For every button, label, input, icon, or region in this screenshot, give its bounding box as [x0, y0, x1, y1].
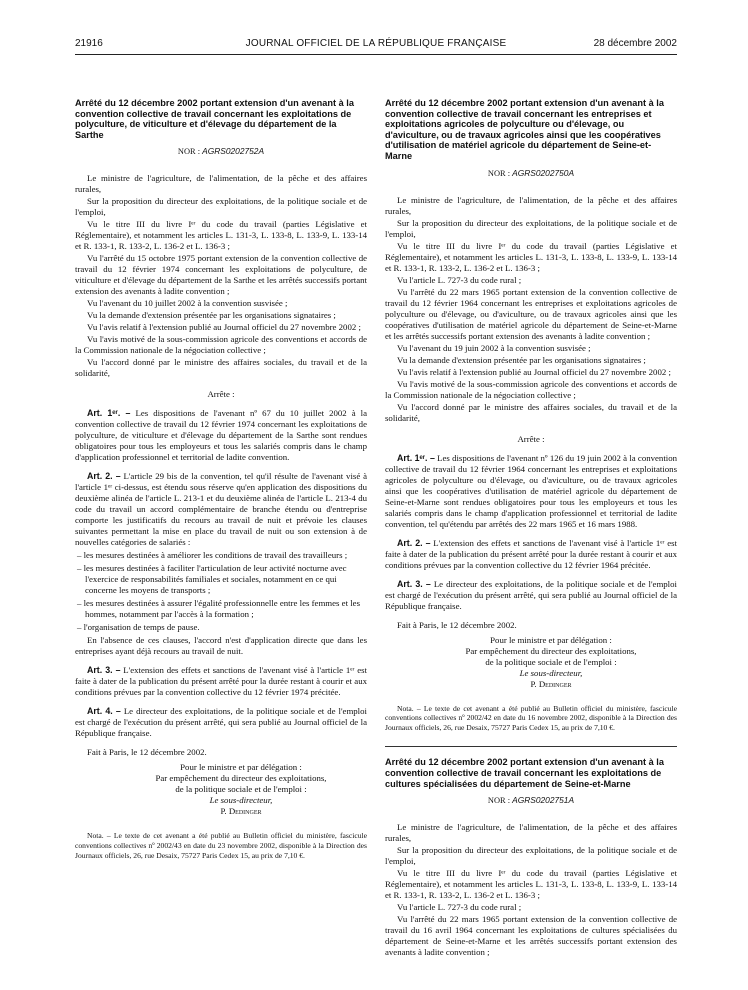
article-text: L'extension des effets et sanctions de l'avenant visé à l'article 1ᵉʳ est faite à dater de la publication du présent arrêté pour la durée restant à courir et aux conditions prévues par la convention collective du 12 février 1974 précitée. [75, 665, 367, 698]
signature-place-date: Fait à Paris, le 12 décembre 2002. [87, 747, 207, 758]
arrete-heading: Arrête : [517, 433, 545, 444]
article-text: L'extension des effets et sanctions de l'avenant visé à l'article 1ᵉʳ est faite à dater de la publication du présent arrêté pour la durée restant à courir et aux conditions prévues par la convention collective du 12 février 1964 précitée. [385, 537, 677, 570]
signature-line: Par empêchement du directeur des exploitations, [155, 773, 327, 784]
article-3 [385, 579, 677, 612]
visa-paragraph: Sur la proposition du directeur des exploitations, de la politique sociale et de l'emploi, [75, 196, 367, 218]
article-2-end: En l'absence de ces clauses, l'accord n'est d'application directe que dans les entreprises ayant déjà recours au travail de nuit. [75, 635, 367, 657]
article-text: Les dispositions de l'avenant nº 67 du 10 juillet 2002 à la convention collective de travail du 12 février 1974 concernant les exploitations de polyculture, de viticulture et d'élevage du département de la Sarthe sont rendues obligatoires pour tous les employeurs et tous les salariés compris dans le champ d'application professionnel et territorial de ladite convention. [75, 408, 367, 463]
article-2 [385, 538, 677, 571]
visa-paragraph: Le ministre de l'agriculture, de l'alimentation, de la pêche et des affaires rurales, [385, 822, 677, 844]
journal-title: JOURNAL OFFICIEL DE LA RÉPUBLIQUE FRANÇAISE [245, 38, 507, 49]
article-label: Art. 3. – [397, 578, 431, 589]
article-4 [75, 706, 367, 739]
visa-paragraph: Vu l'article L. 727-3 du code rural ; [397, 274, 522, 285]
list-item: – les mesures destinées à faciliter l'articulation de leur activité nocturne avec l'exercice de responsabilités familiales et sociales, notamment en ce qui concerne les moyens de transports ; [77, 563, 347, 596]
visa-paragraph: Vu l'accord donné par le ministre des affaires sociales, du travail et de la solidarité, [385, 401, 677, 423]
nor-label: NOR : [487, 168, 511, 178]
decree-title: Arrêté du 12 décembre 2002 portant extension d'un avenant à la convention collective de travail concernant les entreprises et exploitations agricoles de polyculture ou d'élevage, ou d'aviculture, ou de travaux agricoles ainsi que les coopératives d'utilisation de matériel agricole du département de Seine-et-Marne [385, 98, 664, 161]
article-label: Art. 2. – [397, 537, 431, 548]
nota-footnote: Nota. – Le texte de cet avenant a été publié au Bulletin officiel du ministère, fascicule conventions collectives nº 2002/43 en date du 23 novembre 2002, disponible à la Direction des Journaux officiels, 26, rue Desaix, 75727 Paris Cedex 15, au prix de 7,10 €. [75, 831, 367, 860]
decree-title: Arrêté du 12 décembre 2002 portant extension d'un avenant à la convention collective de travail concernant les exploitations de polyculture, de viticulture et d'élevage du département de la Sarthe [75, 98, 354, 140]
article-label: Art. 1ᵉʳ. – [397, 452, 435, 463]
visa-paragraph: Vu l'arrêté du 22 mars 1965 portant extension de la convention collective de travail du 16 avril 1964 concernant les exploitations de cultures spécialisées du département de Seine-et-Marne et les arrêtés successifs portant extension des avenants à ladite convention ; [385, 914, 677, 958]
signature-line: Par empêchement du directeur des exploitations, [465, 645, 637, 656]
list-item: – les mesures destinées à assurer l'égalité professionnelle entre les femmes et les hommes, notamment par l'accès à la formation ; [77, 598, 360, 620]
signature-place-date: Fait à Paris, le 12 décembre 2002. [397, 619, 517, 630]
visa-paragraph: Vu l'avenant du 19 juin 2002 à la convention susvisée ; [397, 342, 591, 353]
article-label: Art. 3. – [87, 665, 121, 676]
article-1 [75, 408, 367, 463]
decree-title: Arrêté du 12 décembre 2002 portant extension d'un avenant à la convention collective de travail concernant les exploitations de cultures spécialisées du département de Seine-et-Marne [385, 757, 664, 789]
section-separator [385, 746, 677, 747]
visa-paragraph: Sur la proposition du directeur des exploitations, de la politique sociale et de l'emploi, [385, 217, 677, 239]
visa-paragraph: Vu la demande d'extension présentée par les organisations signataires ; [397, 354, 646, 365]
visa-paragraph: Vu le titre III du livre Iᵉʳ du code du travail (parties Législative et Réglementaire), et notamment les articles L. 131-3, L. 133-8, L. 133-9, L. 133-14 et R. 133-1, R. 133-2, L. 136-2 et L. 136-3 ; [385, 868, 677, 901]
issue-date: 28 décembre 2002 [593, 38, 677, 49]
nor-code: AGRS0202750A [512, 167, 575, 178]
page-number: 21916 [75, 38, 103, 49]
nor-label: NOR : [177, 147, 201, 157]
article-label: Art. 2. – [87, 471, 121, 482]
list-item: – l'organisation de temps de pause. [77, 622, 200, 633]
nor-code: AGRS0202751A [512, 795, 575, 806]
nor-reference [385, 795, 677, 806]
visa-paragraph: Vu le titre III du livre Iᵉʳ du code du travail (parties Législative et Réglementaire), et notamment les articles L. 131-3, L. 133-8, L. 133-9, L. 133-14 et R. 133-1, R. 133-2, L. 136-2 et L. 136-3 ; [75, 219, 367, 252]
visa-paragraph: Vu l'avis motivé de la sous-commission agricole des conventions et accords de la Commission nationale de la négociation collective ; [385, 378, 677, 400]
signature-line: de la politique sociale et de l'emploi : [485, 656, 617, 667]
article-label: Art. 1ᵉʳ. – [87, 408, 131, 419]
nor-label: NOR : [487, 796, 511, 806]
article-2 [75, 471, 367, 548]
signatory-title: Le sous-directeur, [209, 795, 273, 806]
signature-line: Pour le ministre et par délégation : [490, 634, 612, 645]
visa-paragraph: Vu l'arrêté du 15 octobre 1975 portant extension de la convention collective de travail du 12 février 1974 concernant les exploitations de polyculture, de viticulture et d'élevage du département de la Sarthe et les arrêtés successifs portant extension des avenants à ladite convention ; [75, 253, 367, 297]
nor-code: AGRS0202752A [202, 146, 265, 157]
right-column [385, 98, 677, 959]
visa-paragraph: Sur la proposition du directeur des exploitations, de la politique sociale et de l'emploi, [385, 845, 677, 867]
visa-paragraph: Vu l'accord donné par le ministre des affaires sociales, du travail et de la solidarité, [75, 357, 367, 379]
article-text: Le directeur des exploitations, de la politique sociale et de l'emploi est chargé de l'exécution du présent arrêté, qui sera publié au Journal officiel de la République française. [385, 578, 677, 611]
signatory-name: P. Dedinger [530, 678, 572, 689]
nota-footnote: Nota. – Le texte de cet avenant a été publié au Bulletin officiel du ministère, fascicule conventions collectives nº 2002/42 en date du 16 novembre 2002, disponible à la Direction des Journaux officiels, 26, rue Desaix, 75727 Paris Cedex 15, au prix de 7,10 €. [385, 703, 677, 732]
left-column [75, 98, 367, 860]
nor-reference [75, 146, 367, 157]
visa-paragraph: Le ministre de l'agriculture, de l'alimentation, de la pêche et des affaires rurales, [385, 194, 677, 216]
article-3 [75, 665, 367, 698]
article-text: Le directeur des exploitations, de la politique sociale et de l'emploi est chargé de l'exécution du présent arrêté, qui sera publié au Journal officiel de la République française. [75, 706, 367, 739]
signatory-name: P. Dedinger [220, 806, 262, 817]
visa-paragraph: Vu le titre III du livre Iᵉʳ du code du travail (parties Législative et Réglementaire), et notamment les articles L. 131-3, L. 133-8, L. 133-9, L. 133-14 et R. 133-1, R. 133-2, L. 136-2 et L. 136-3 ; [385, 240, 677, 273]
list-item: – les mesures destinées à améliorer les conditions de travail des travailleurs ; [77, 550, 348, 561]
visa-paragraph: Vu l'article L. 727-3 du code rural ; [397, 902, 522, 913]
article-text: Les dispositions de l'avenant nº 126 du 19 juin 2002 à la convention collective de travail du 12 février 1964 concernant les entreprises et exploitations agricoles de polyculture ou d'élevage, ou d'aviculture, ou de travaux agricoles ainsi que les coopératives d'utilisation de matériel agricole du département de Seine-et-Marne sont rendues obligatoires pour tous les employeurs et tous les salariés compris dans le champ d'application professionnel et territorial de ladite convention, tel qu'étendu par arrêtés des 22 mars 1965 et 16 mars 1988. [385, 452, 678, 529]
visa-paragraph: Vu l'avis relatif à l'extension publié au Journal officiel du 27 novembre 2002 ; [87, 322, 361, 333]
signature-line: Pour le ministre et par délégation : [180, 762, 302, 773]
signatory-title: Le sous-directeur, [519, 667, 583, 678]
nor-reference [385, 168, 677, 179]
arrete-heading: Arrête : [207, 389, 235, 400]
visa-paragraph: Le ministre de l'agriculture, de l'alimentation, de la pêche et des affaires rurales, [75, 173, 367, 195]
article-label: Art. 4. – [87, 706, 121, 717]
header-rule [75, 54, 677, 55]
visa-paragraph: Vu l'avis relatif à l'extension publié au Journal officiel du 27 novembre 2002 ; [397, 366, 671, 377]
article-1 [385, 453, 677, 530]
page-header [75, 38, 677, 52]
article-text: L'article 29 bis de la convention, tel qu'il résulte de l'avenant visé à l'article 1ᵉʳ ci-dessus, est étendu sous réserve qu'en application des dispositions du deuxième alinéa de l'article L. 213-1 et du deuxième alinéa de l'article L. 213-4 du code du travail un accord complémentaire de branche étendu ou d'entreprise comporte les justificatifs du recours au travail de nuit et prévoie les clauses suivantes permettant la mise en place du travail de nuit ou son extension à de nouvelles catégories de salariés : [75, 471, 367, 548]
signature-line: de la politique sociale et de l'emploi : [175, 784, 307, 795]
visa-paragraph: Vu l'avenant du 10 juillet 2002 à la convention susvisée ; [87, 298, 288, 309]
visa-paragraph: Vu la demande d'extension présentée par les organisations signataires ; [87, 310, 336, 321]
visa-paragraph: Vu l'avis motivé de la sous-commission agricole des conventions et accords de la Commission nationale de la négociation collective ; [75, 334, 367, 356]
visa-paragraph: Vu l'arrêté du 22 mars 1965 portant extension de la convention collective de travail du 12 février 1964 concernant les entreprises et exploitations agricoles de polyculture ou d'élevage, ou d'aviculture, ou de travaux agricoles ainsi que les coopératives d'utilisation de matériel agricole du département de Seine-et-Marne et les arrêtés successifs portant extension des avenants à ladite convention ; [385, 286, 677, 341]
